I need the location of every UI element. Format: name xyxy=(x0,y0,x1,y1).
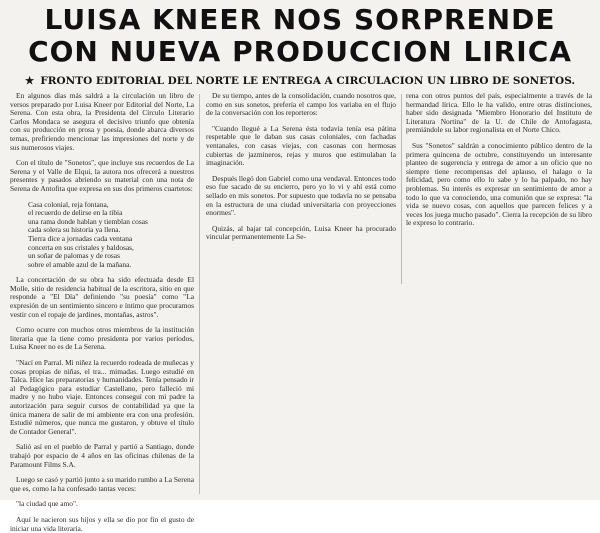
verse-line: el recuerdo de delirse en la tibia xyxy=(28,208,123,218)
verse-line: concerta en sus cristales y baldosas, xyxy=(28,242,134,252)
article-column-1 xyxy=(10,91,194,533)
paragraph: Después llegó don Gabriel como una vendaval. Entonces todo eso fue sacado de su encierro, pero yo lo vi y ahí está como sellado en mis sonetos. Por supuesto que todavía no se pensaba en la estructura de una ciudad universitaria con proyecciones enormes". xyxy=(206,173,396,218)
paragraph: rena con otros puntos del país, especialmente a través de la hermandad lírica. Ello le ha valido, entre otras distinciones, haber sido designada "Miembro Honorario del Instituto de Literatura Nortina" de la U. de Chile de Antofagasta, premiándole su labor regionalista en el Norte Chico. xyxy=(406,91,592,135)
sonnet-quote xyxy=(28,201,194,270)
verse-line: Tierra dice a jornadas cada ventana xyxy=(28,233,133,243)
column-divider-2 xyxy=(401,94,402,284)
star-icon: ★ xyxy=(24,75,35,87)
subheadline-text: FRONTO EDITORIAL DEL NORTE LE ENTREGA A CIRCULACION UN LIBRO DE SONETOS. xyxy=(40,75,576,87)
paragraph: "la ciudad que amo". xyxy=(16,499,78,509)
article-column-3 xyxy=(406,92,592,292)
verse-line: cada solera su historia ya llena. xyxy=(28,225,121,235)
paragraph: Como ocurre con muchos otros miembros de la institución literaria que la tiene como presidenta por varios períodos, Luisa Kneer no es de La Serena. xyxy=(10,325,194,352)
paragraph: Aquí le nacieron sus hijos y ella se dio por fin el gusto de iniciar una vida literaria. xyxy=(10,514,194,533)
article-column-2 xyxy=(206,92,396,272)
headline-line-1: LUISA KNEER NOS SORPRENDE xyxy=(44,3,556,36)
verse-line: sobre el amable azul de la mañana. xyxy=(28,259,132,269)
paragraph: De su tiempo, antes de la consolidación, cuando nosotros que, como en sus sonetos, prefería el campo los variaba en el flujo de la conversación con los reporteros: xyxy=(206,91,396,118)
verse-line: una rama donde hablan y tiemblan cosas xyxy=(28,216,148,226)
paragraph: Sus "Sonetos" saldrán a conocimiento público dentro de la primera quincena de octubre, constituyendo un interesante planteo de sugerencia y entrega de amor a un oficio que no siempre tiene recompensas del aplauso, el halago o la felicidad, pero como ello lo sabe y lo ha palpado, no hay problemas. Su interés es expresar un sentimiento de amor a todo lo que va conociendo, una comunión que se expresa: "la vida se nuevo cosas, con aquellos que parecen felices y a veces los juega mucho pasado". Cierra la recepción de su libro le expreso lo contrario. xyxy=(406,140,592,228)
paragraph: "Cuando llegué a La Serena ésta todavía tenía esa pátina respetable que le daban sus casas coloniales, con fachadas ventanales, con casas viejas, con casonas con hermosas cubiertas de jazmineros, rejas y muros que estimulaban la imaginación. xyxy=(206,123,396,168)
verse-line: un soñar de palomas y de rosas xyxy=(28,251,120,261)
paragraph: Con el título de "Sonetos", que incluye sus recuerdos de La Serena y el Valle de Elqui, la autora nos ofrecerá a nuestros presentes y pasados abriendo su material con una nota de Serena de Antofita que expresa en sus dos primeros cuartetos: xyxy=(10,158,194,193)
paragraph: Luego se casó y partió junto a su marido rumbo a La Serena que es, como la ha confesado tantas veces: xyxy=(10,475,194,493)
verse-line: Casa colonial, reja fontana, xyxy=(28,199,109,209)
paragraph: La concertación de su obra ha sido efectuada desde El Molle, sitio de residencia habitual de la escritora, sitio en que responde a "El Día" definiendo "su poesía" como "La expresión de un sentimiento sincero e íntimo que procuramos vestir con el ropaje de jardines, montañas, astros". xyxy=(10,275,194,319)
headline-line-2: CON NUEVA PRODUCCION LIRICA xyxy=(28,35,572,68)
column-divider-1 xyxy=(199,94,200,494)
paragraph: En algunos días más saldrá a la circulación un libro de versos preparado por Luisa Kneer por Editorial del Norte, La Serena. Con esta obra, la Presidenta del Círculo Literario Carlos Mondaca se asegura el decisivo triunfo que obtenía con su producción en prosa y poesía, donde abarca diversos temas, prefiriendo mencionar las impresiones del norte y de sus numerosos viajes. xyxy=(10,91,194,152)
paragraph: "Nací en Parral. Mi niñez la recuerdo rodeada de muñecas y cosas propias de niñas, el tra... mimadas. Luego estudié en Talca. Hice las preparatorias y humanidades. Tenía pensado ir al Pedagógico para estudiar Castellano, pero falleció mi madre y no hubo viaje. Entonces conseguí con mi padre la autorización para seguir cursos de contabilidad ya que la única manera de salir de mi ambiente era con una profesión. Estudié números, que nunca me gustaron, y obtuve el título de Contador General". xyxy=(10,358,194,436)
subheadline xyxy=(10,74,590,88)
paragraph: Quizás, al bajar tal concepción, Luisa Kneer ha procurado vincular permanentemente La Se- xyxy=(206,223,396,242)
paragraph: Salió así en el pueblo de Parral y partió a Santiago, donde trabajó por espacio de 4 años en las oficinas chilenas de la Paramount Films S.A. xyxy=(10,442,194,469)
